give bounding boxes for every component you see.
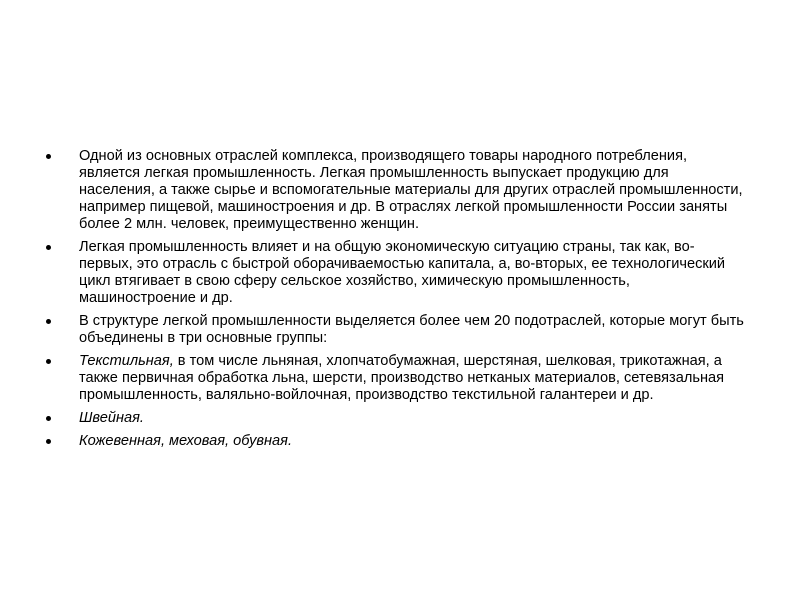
bullet-text: В структуре легкой промышленности выделяется более чем 20 подотраслей, которые могут быть объединены в три основные группы: [79,313,744,346]
bullet-item-leather [46,433,746,450]
bullet-list [46,148,746,456]
bullet-item-industry-overview [46,148,746,233]
bullet-dot-icon [46,154,51,159]
bullet-dot-icon [46,359,51,364]
bullet-text: в том числе льняная, хлопчатобумажная, шерстяная, шелковая, трикотажная, а также первичная обработка льна, шерсти, производство нетканых материалов, сетевязальная промышленность, валяльно-войлочная, производство текстильной галантереи и др. [79,353,725,403]
bullet-text: Одной из основных отраслей комплекса, производящего товары народного потребления, является легкая промышленность. Легкая промышленность выпускает продукцию для населения, а также сырье и вспомогательные материалы для других отраслей промышленности, например пищевой, машиностроения и др. В отраслях легкой промышленности России заняты более 2 млн. человек, преимущественно женщин. [79,148,743,232]
bullet-italic-term: Кожевенная, меховая, обувная. [79,433,293,449]
bullet-dot-icon [46,319,51,324]
bullet-dot-icon [46,416,51,421]
bullet-dot-icon [46,439,51,444]
bullet-item-economic-impact [46,239,746,307]
bullet-dot-icon [46,245,51,250]
bullet-text: Легкая промышленность влияет и на общую экономическую ситуацию страны, так как, во-первых, это отрасль с быстрой оборачиваемостью капитала, а, во-вторых, ее технологический цикл втягивает в свою сферу сельское хозяйство, химическую промышленность, машиностроение и др. [79,239,726,306]
bullet-italic-term: Текстильная, [79,353,174,369]
bullet-italic-term: Швейная. [79,410,144,426]
bullet-item-textile [46,353,746,404]
bullet-item-structure [46,313,746,347]
bullet-item-sewing [46,410,746,427]
